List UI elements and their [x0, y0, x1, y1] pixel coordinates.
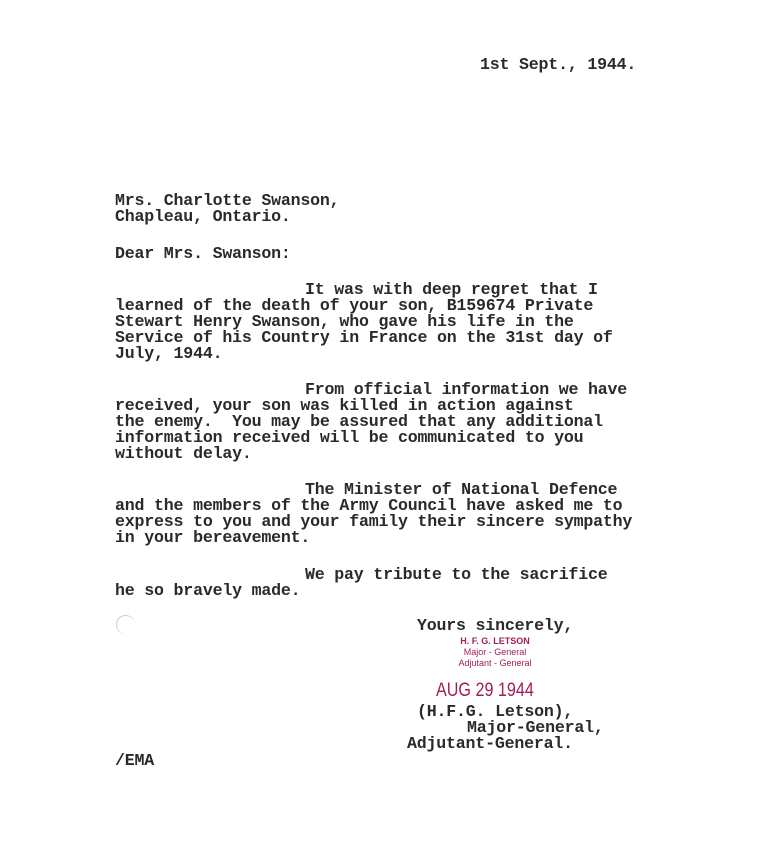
paragraph-line: information received will be communicated to you	[115, 428, 584, 447]
paragraph-line: July, 1944.	[115, 344, 223, 363]
address-line: Chapleau, Ontario.	[115, 207, 291, 226]
paragraph-line: The Minister of National Defence	[305, 480, 618, 499]
reference-initials: /EMA	[115, 751, 155, 770]
salutation: Dear Mrs. Swanson:	[115, 244, 291, 263]
stamp-line: Adjutant - General	[458, 658, 532, 668]
paragraph-line: without delay.	[115, 444, 252, 463]
signature-line: Adjutant-General.	[407, 734, 573, 753]
letter-date: 1st Sept., 1944.	[480, 55, 637, 74]
signature-stamp	[440, 636, 550, 669]
address-line: Mrs. Charlotte Swanson,	[115, 191, 340, 210]
paragraph-line: It was with deep regret that I	[305, 280, 598, 299]
paragraph-line: in your bereavement.	[115, 528, 311, 547]
paragraph-line: and the members of the Army Council have asked me to	[115, 496, 623, 515]
paragraph-line: learned of the death of your son, B159674 Private	[115, 296, 594, 315]
received-date-stamp: AUG 29 1944	[436, 680, 534, 701]
stamp-line: H. F. G. LETSON	[460, 636, 530, 646]
paragraph-line: the enemy. You may be assured that any additional	[115, 412, 603, 431]
paper-mark	[116, 615, 135, 634]
closing: Yours sincerely,	[417, 616, 574, 635]
paragraph-line: he so bravely made.	[115, 581, 301, 600]
paragraph-line: From official information we have	[305, 380, 628, 399]
paragraph-line: Stewart Henry Swanson, who gave his life in the	[115, 312, 574, 331]
stamp-line: Major - General	[463, 647, 527, 657]
paragraph-line: received, your son was killed in action against	[115, 396, 574, 415]
paragraph-line: Service of his Country in France on the 31st day of	[115, 328, 613, 347]
signature-line: (H.F.G. Letson),	[417, 702, 574, 721]
paragraph-line: We pay tribute to the sacrifice	[305, 565, 608, 584]
signature-line: Major-General,	[467, 718, 604, 737]
paragraph-line: express to you and your family their sincere sympathy	[115, 512, 633, 531]
